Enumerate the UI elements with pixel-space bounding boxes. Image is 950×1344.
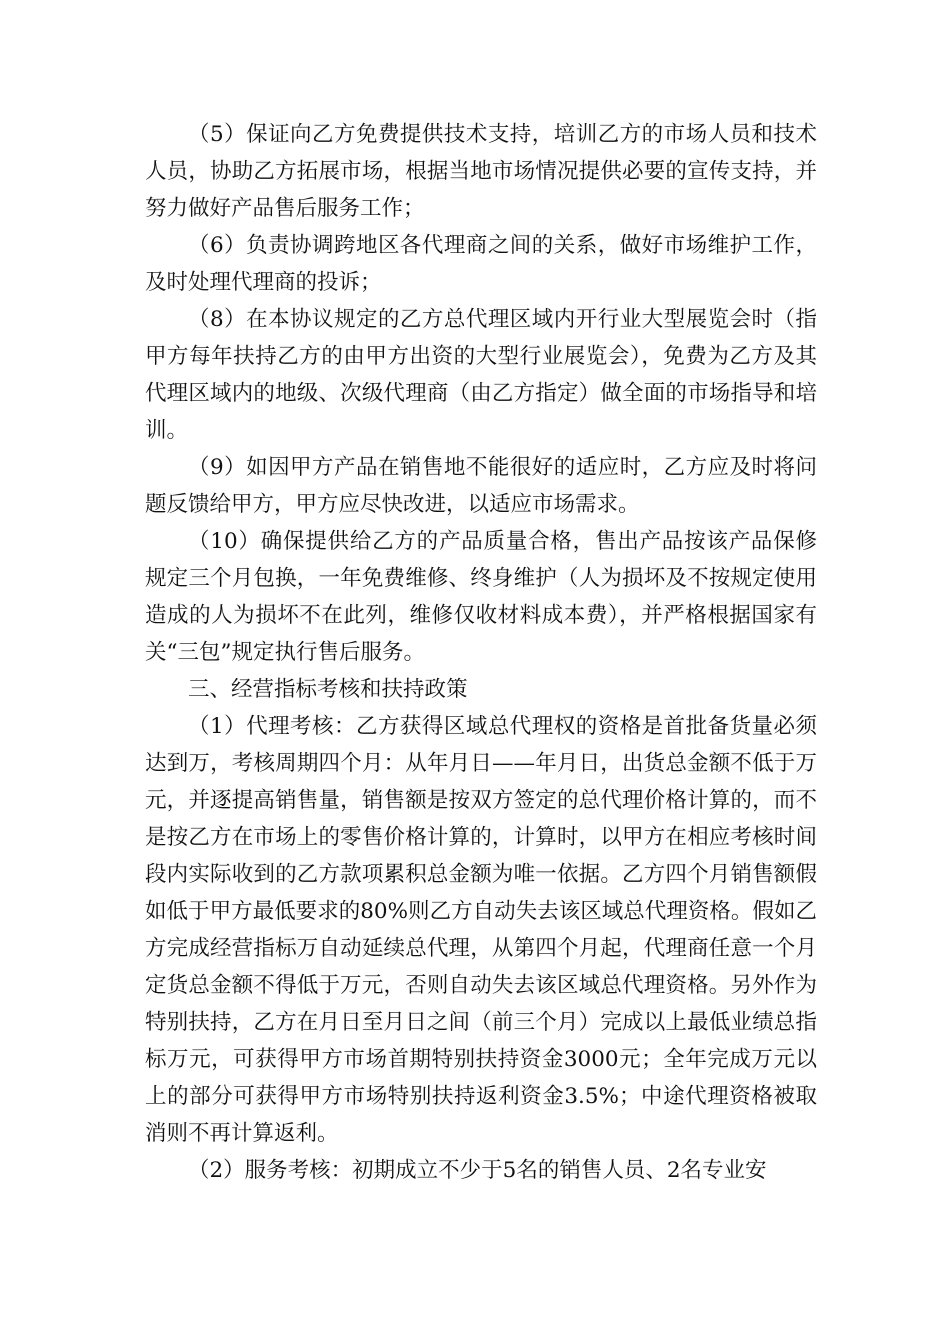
clause-10-paragraph: （10）确保提供给乙方的产品质量合格，售出产品按该产品保修规定三个月包换，一年免费维修、终身维护（人为损坏及不按规定使用造成的人为损坏不在此列，维修仅收材料成本费），并严格根据国家有关“三包”规定执行售后服务。 <box>145 529 817 665</box>
clause-5-paragraph: （5）保证向乙方免费提供技术支持，培训乙方的市场人员和技术人员，协助乙方拓展市场，根据当地市场情况提供必要的宣传支持，并努力做好产品售后服务工作； <box>145 122 817 221</box>
clause-9-paragraph: （9）如因甲方产品在销售地不能很好的适应时，乙方应及时将问题反馈给甲方，甲方应尽快改进，以适应市场需求。 <box>145 455 817 517</box>
section-heading: 三、经营指标考核和扶持政策 <box>188 677 468 702</box>
clause-8-paragraph: （8）在本协议规定的乙方总代理区域内开行业大型展览会时（指甲方每年扶持乙方的由甲方出资的大型行业展览会），免费为乙方及其代理区域内的地级、次级代理商（由乙方指定）做全面的市场指导和培训。 <box>145 307 817 443</box>
clause-6-paragraph: （6）负责协调跨地区各代理商之间的关系，做好市场维护工作，及时处理代理商的投诉； <box>145 233 817 295</box>
agency-assessment-paragraph: （1）代理考核：乙方获得区域总代理权的资格是首批备货量必须达到万，考核周期四个月：从年月日——年月日，出货总金额不低于万元，并逐提高销售量，销售额是按双方签定的总代理价格计算的，而不是按乙方在市场上的零售价格计算的，计算时，以甲方在相应考核时间段内实际收到的乙方款项累积总金额为唯一依据。乙方四个月销售额假如低于甲方最低要求的80%则乙方自动失去该区域总代理资格。假如乙方完成经营指标万自动延续总代理，从第四个月起，代理商任意一个月定货总金额不得低于万元，否则自动失去该区域总代理资格。另外作为特别扶持，乙方在月日至月日之间（前三个月）完成以上最低业绩总指标万元，可获得甲方市场首期特别扶持资金3000元；全年完成万元以上的部分可获得甲方市场特别扶持返利资金3.5%；中途代理资格被取消则不再计算返利。 <box>145 714 817 1146</box>
document-page <box>145 116 817 1189</box>
service-assessment-paragraph: （2）服务考核：初期成立不少于5名的销售人员、2名专业安 <box>188 1158 767 1183</box>
